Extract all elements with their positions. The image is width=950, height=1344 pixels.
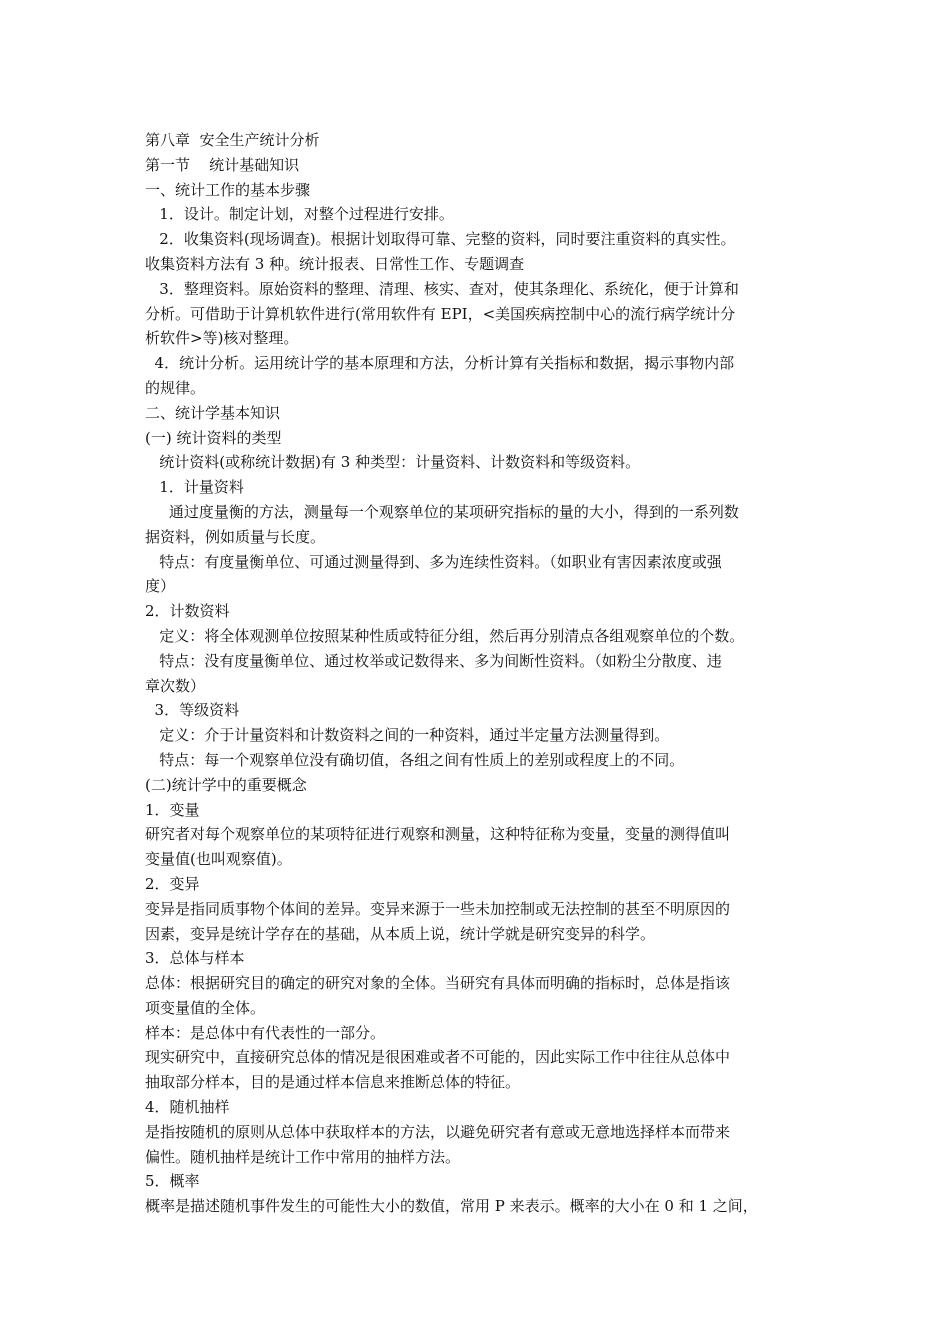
text-line: 的规律。 bbox=[145, 378, 206, 397]
text-line: 特点：没有度量衡单位、通过枚举或记数得来、多为间断性资料。（如粉尘分散度、违 bbox=[145, 651, 722, 670]
item-heading: 2．计数资料 bbox=[145, 602, 230, 621]
item-heading: 1．计量资料 bbox=[145, 478, 244, 497]
text-line: 析软件>等)核对整理。 bbox=[145, 329, 299, 348]
text-line: 1．设计。制定计划，对整个过程进行安排。 bbox=[145, 205, 454, 224]
item-heading: 3．等级资料 bbox=[145, 701, 240, 720]
item-heading: 2．变异 bbox=[145, 874, 200, 893]
text-line: 项变量值的全体。 bbox=[145, 998, 266, 1017]
item-heading: 5．概率 bbox=[145, 1172, 200, 1191]
text-line: 2．收集资料(现场调查)。根据计划取得可靠、完整的资料，同时要注重资料的真实性。 bbox=[145, 230, 736, 249]
subheading-concepts: (二)统计学中的重要概念 bbox=[145, 775, 307, 794]
text-line: 研究者对每个观察单位的某项特征进行观察和测量，这种特征称为变量，变量的测得值叫 bbox=[145, 825, 731, 844]
text-line: 变异是指同质事物个体间的差异。变异来源于一些未加控制或无法控制的甚至不明原因的 bbox=[145, 899, 731, 918]
text-line: 变量值(也叫观察值)。 bbox=[145, 850, 292, 869]
item-heading: 4．随机抽样 bbox=[145, 1098, 230, 1117]
text-line: 度） bbox=[145, 577, 176, 596]
text-line: 总体：根据研究目的确定的研究对象的全体。当研究有具体而明确的指标时，总体是指该 bbox=[145, 974, 731, 993]
item-heading: 1．变量 bbox=[145, 800, 200, 819]
text-line: 分析。可借助于计算机软件进行(常用软件有 EPI，<美国疾病控制中心的流行病学统计分 bbox=[145, 304, 736, 323]
document-body bbox=[145, 128, 813, 1219]
text-line: 4．统计分析。运用统计学的基本原理和方法，分析计算有关指标和数据，揭示事物内部 bbox=[145, 354, 735, 373]
text-line: 现实研究中，直接研究总体的情况是很困难或者不可能的，因此实际工作中往往从总体中 bbox=[145, 1048, 731, 1067]
text-line: 章次数） bbox=[145, 676, 206, 695]
text-line: 因素，变异是统计学存在的基础，从本质上说，统计学就是研究变异的科学。 bbox=[145, 924, 656, 943]
text-line: 偏性。随机抽样是统计工作中常用的抽样方法。 bbox=[145, 1147, 461, 1166]
text-line: 是指按随机的原则从总体中获取样本的方法，以避免研究者有意或无意地选择样本而带来 bbox=[145, 1122, 731, 1141]
item-heading: 3．总体与样本 bbox=[145, 949, 245, 968]
text-line: 收集资料方法有 3 种。统计报表、日常性工作、专题调查 bbox=[145, 254, 525, 273]
heading-steps: 一、统计工作的基本步骤 bbox=[145, 180, 311, 199]
text-line: 定义：将全体观测单位按照某种性质或特征分组，然后再分别清点各组观察单位的个数。 bbox=[145, 626, 745, 645]
text-line: 据资料，例如质量与长度。 bbox=[145, 527, 326, 546]
heading-basics: 二、统计学基本知识 bbox=[145, 403, 281, 422]
text-line: 统计资料(或称统计数据)有 3 种类型：计量资料、计数资料和等级资料。 bbox=[145, 453, 641, 472]
text-line: 抽取部分样本，目的是通过样本信息来推断总体的特征。 bbox=[145, 1073, 521, 1092]
text-line: 通过度量衡的方法，测量每一个观察单位的某项研究指标的量的大小，得到的一系列数 bbox=[145, 502, 739, 521]
chapter-title: 第八章 安全生产统计分析 bbox=[145, 131, 320, 149]
text-line: 样本：是总体中有代表性的一部分。 bbox=[145, 1023, 386, 1042]
section-title: 第一节 统计基础知识 bbox=[145, 155, 300, 174]
text-line: 特点：每一个观察单位没有确切值，各组之间有性质上的差别或程度上的不同。 bbox=[145, 750, 685, 769]
text-line: 定义：介于计量资料和计数资料之间的一种资料，通过半定量方法测量得到。 bbox=[145, 726, 670, 745]
text-line: 3．整理资料。原始资料的整理、清理、核实、查对，使其条理化、系统化，便于计算和 bbox=[145, 279, 739, 298]
subheading-data-types: (一) 统计资料的类型 bbox=[145, 428, 282, 447]
text-line: 特点：有度量衡单位、可通过测量得到、多为连续性资料。（如职业有害因素浓度或强 bbox=[145, 552, 722, 571]
text-line: 概率是描述随机事件发生的可能性大小的数值，常用 P 来表示。概率的大小在 0 和 1 之间， bbox=[145, 1197, 758, 1216]
